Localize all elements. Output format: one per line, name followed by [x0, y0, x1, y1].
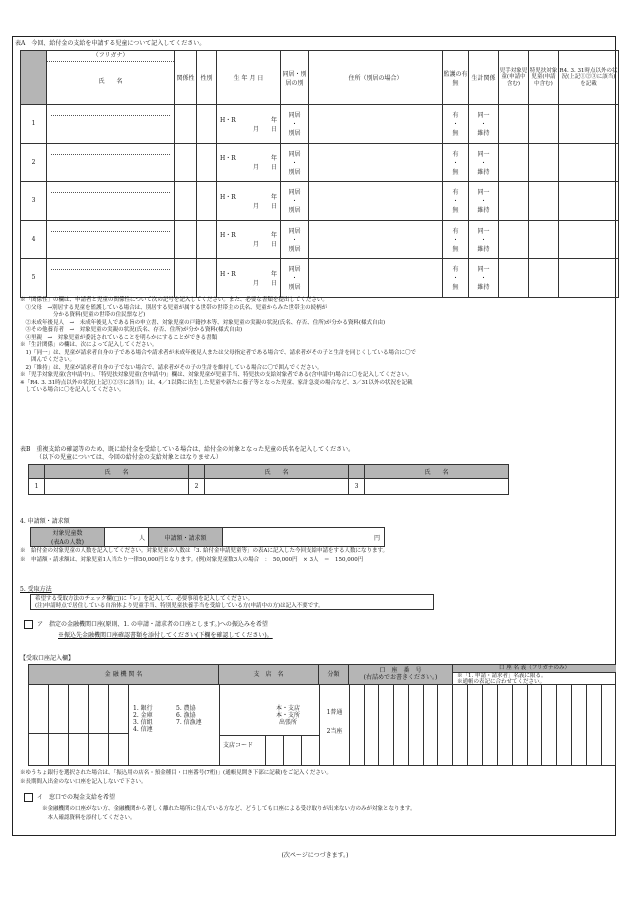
yes-label: 有: [452, 112, 459, 120]
separate-label: 別居: [288, 207, 301, 215]
bank-type-list: [133, 705, 219, 733]
address-cell[interactable]: [309, 105, 443, 144]
cohabit-cell[interactable]: [281, 143, 309, 182]
birth-line1: [217, 192, 280, 201]
no-label: 無: [452, 168, 459, 176]
branch-header: 支 店 名: [219, 665, 319, 685]
child-support-cell[interactable]: [499, 220, 529, 259]
note-line: 分かる資料(児童の世帯の住民票など): [20, 312, 146, 318]
holder-name-box[interactable]: [483, 685, 498, 766]
type-header: 分類: [319, 665, 349, 685]
table-row: [21, 143, 619, 182]
era-label: H・R: [220, 155, 236, 163]
row-number: 5: [21, 259, 47, 298]
account-number-sub: (右詰めでお書きください。): [363, 674, 438, 681]
count-sub: (表Aの人数): [50, 539, 84, 546]
note-line: ④里親 → 対象児童が委託されていることを明らかにすることができる書類: [20, 334, 218, 341]
same-label: 同一: [477, 150, 490, 158]
sex-cell[interactable]: [197, 220, 217, 259]
day-label: 日: [270, 279, 277, 287]
table-b-title: 表B 重複支給の確認等のため、既に給付金を受給している場合は、給付金の対象となった児童の氏名を記入してください。: [20, 446, 355, 453]
table-b-name-3[interactable]: [365, 479, 509, 495]
maint-label: 維持: [477, 207, 490, 215]
same-label: 同一: [477, 227, 490, 235]
cohabit-cell[interactable]: [281, 259, 309, 298]
account-number-box[interactable]: [394, 685, 409, 766]
branch-type-option[interactable]: 本・支所: [275, 712, 300, 719]
yes-label: 有: [452, 150, 459, 158]
account-number-box[interactable]: [379, 685, 394, 766]
address-cell[interactable]: [309, 182, 443, 221]
livelihood-separator: ・: [480, 159, 487, 167]
day-label: 日: [270, 241, 277, 249]
cohabit-separator: ・: [291, 236, 298, 244]
r4-cell[interactable]: [559, 143, 619, 182]
table-b-name-header-3: 氏 名: [365, 465, 509, 479]
same-line: [469, 187, 498, 196]
table-row: [21, 259, 619, 298]
r4-header: R4. 3. 31時点以外の状況(上記①②③に該当)を記載: [559, 51, 619, 105]
special-cell[interactable]: [529, 220, 559, 259]
yes-label: 有: [452, 227, 459, 235]
cohabit-separator: ・: [291, 275, 298, 283]
cohabit-cell[interactable]: [281, 105, 309, 144]
holder-header: 口 座 名 義（フリガナのみ）: [453, 665, 616, 673]
month-label: 月: [252, 241, 259, 249]
account-note2: ※長期間入出金のない口座を記入しないで下さい。: [20, 779, 147, 785]
kana-input[interactable]: [51, 182, 170, 193]
account-number-box[interactable]: [438, 685, 453, 766]
birth-line2: [217, 124, 280, 133]
note-line: ③その他養育者 → 対象児童の実親の状況(氏名、存否、住所)が分かる資料(様式自由): [20, 327, 243, 333]
custody-cell[interactable]: [443, 182, 469, 221]
account-number-box[interactable]: [409, 685, 424, 766]
note-line: ※「生計関係」の欄は、次によって記入してください。: [20, 342, 158, 348]
birth-cell[interactable]: [217, 143, 281, 182]
account-number-box[interactable]: [424, 685, 439, 766]
r4-cell[interactable]: [559, 182, 619, 221]
livelihood-cell[interactable]: [469, 182, 499, 221]
holder-name-box[interactable]: [453, 685, 468, 766]
birth-line1: [217, 230, 280, 239]
yes-label: 有: [452, 266, 459, 274]
custody-cell[interactable]: [443, 220, 469, 259]
option-i-label: イ 窓口での現金支給を希望: [37, 794, 116, 801]
birth-line2: [217, 278, 280, 287]
account-table: [28, 664, 616, 766]
account-note1: ※ゆうちょ銀行を選択された場合は、「振込用の店名・預金種目・口座番号(7桁)」(通帳見開き下部に記載)をご記入ください。: [20, 770, 332, 776]
maint-label: 維持: [477, 168, 490, 176]
same-line: [469, 149, 498, 158]
livelihood-cell[interactable]: [469, 143, 499, 182]
bank-code-box[interactable]: [29, 685, 49, 766]
table-b-name-header-1: 氏 名: [45, 465, 189, 479]
account-number-label: 口 座 番 号: [379, 667, 422, 674]
account-number-header: [349, 665, 453, 685]
bank-type-option[interactable]: 4. 信連: [133, 726, 153, 733]
maint-label: 維持: [477, 130, 490, 138]
no-label: 無: [452, 284, 459, 292]
custody-separator: ・: [452, 275, 459, 283]
custody-cell[interactable]: [443, 105, 469, 144]
note-line: している場合に〇を記入してください。: [20, 387, 125, 393]
address-header: 住所（別居の場合）: [309, 51, 443, 105]
table-b-corner-1: [29, 465, 45, 479]
bank-type-option[interactable]: 2. 金庫: [133, 712, 153, 719]
table-b-name-1[interactable]: [45, 479, 189, 495]
section5-instructions: [30, 594, 434, 610]
amount-unit: 円: [373, 534, 380, 542]
child-support-cell[interactable]: [499, 259, 529, 298]
cohabit-separator: ・: [291, 121, 298, 129]
kana-input[interactable]: [51, 144, 170, 155]
table-b: [28, 464, 509, 495]
no-label: 無: [452, 207, 459, 215]
branch-code-box[interactable]: [302, 735, 319, 766]
section5-box2: (注)申請時点で居住している自治体より児童手当、特別児童扶養手当を受給している方(申請中の方)は記入不要です。: [35, 602, 324, 609]
cohabit-label: 同居: [288, 112, 301, 120]
holder-name-box[interactable]: [572, 685, 587, 766]
r4-cell[interactable]: [559, 105, 619, 144]
cohabit-header: 同居・別居の別: [281, 51, 309, 105]
note-line: ※「児手対象児童(含申請中)」、「特児扶対象児童(含申請中)」欄は、対象児童が児童手当、特児扶の支給対象者である(含申請中)場合に〇を記入してください。: [20, 372, 413, 378]
branch-code-box[interactable]: [266, 735, 284, 766]
bank-code-divider: [29, 733, 129, 734]
livelihood-header: 生計関係: [469, 51, 499, 105]
special-cell[interactable]: [529, 182, 559, 221]
address-cell[interactable]: [309, 143, 443, 182]
birth-cell[interactable]: [217, 182, 281, 221]
livelihood-cell[interactable]: [469, 220, 499, 259]
livelihood-cell[interactable]: [469, 259, 499, 298]
bank-type-option[interactable]: 7. 信漁連: [176, 719, 202, 726]
section5-box1: 希望する受取方法のチェック欄(□)に『レ』を記入して、必要事項を記入してください。: [35, 596, 254, 602]
bank-header: 金 融 機 関 名: [29, 665, 219, 685]
cohabit-separator: ・: [291, 159, 298, 167]
holder-name-box[interactable]: [468, 685, 483, 766]
year-label: 年: [270, 155, 277, 163]
note-line: ②未成年後見人 → 未成年後見人である旨の申立書、対象児童の戸籍抄本等、対象児童の実親の状況(氏名、存否、住所)が分かる資料(様式自由): [20, 319, 386, 326]
month-label: 月: [252, 279, 259, 287]
month-label: 月: [252, 125, 259, 133]
table-b-name-header-2: 氏 名: [205, 465, 349, 479]
livelihood-separator: ・: [480, 236, 487, 244]
option-a-checkbox[interactable]: [24, 620, 33, 629]
bank-branch-divider: [219, 685, 220, 766]
same-label: 同一: [477, 112, 490, 120]
bank-code-box[interactable]: [49, 685, 69, 766]
row-number: 3: [21, 182, 47, 221]
table-b-num-2: 2: [189, 479, 205, 495]
day-label: 日: [270, 125, 277, 133]
account-title: 【受取口座記入欄】: [20, 655, 75, 662]
table-a: [20, 50, 619, 298]
no-label: 無: [452, 245, 459, 253]
relation-cell[interactable]: [175, 143, 197, 182]
year-label: 年: [270, 116, 277, 124]
note-line: ※「関係性」の欄は、申請者と児童の関係性について次の記号を記入してください。また、必要な書類を提出してください。: [20, 297, 328, 303]
section4-note2: ※ 申請額・請求額は、対象児童1人当たり一律50,000円となります。(例)対象児童数3人の場合 ： 50,000円 × 3人 ＝ 150,000円: [20, 557, 364, 563]
note-line: 1)「同一」は、児童が請求者自身の子である場合や請求者が未成年後見人または父母指定者である場合で、請求者がその子と生計を同じくしている場合に〇で: [20, 349, 417, 356]
amount-input[interactable]: [223, 528, 385, 547]
count-input[interactable]: [105, 528, 149, 547]
table-b-subtitle: （以下の児童については、今回の給付金の支給対象とはなりません）: [36, 454, 222, 461]
name-cell[interactable]: [47, 220, 175, 259]
name-cell[interactable]: [47, 105, 175, 144]
holder-note1: ※「1. 申請・請求者」名義に限る。: [457, 672, 547, 679]
name-header: [47, 51, 175, 105]
custody-header: 監護の有無: [443, 51, 469, 105]
separate-label: 別居: [288, 245, 301, 253]
account-number-box[interactable]: [365, 685, 380, 766]
branch-code-label: 支店コード: [223, 742, 254, 749]
birth-line1: [217, 153, 280, 162]
cohabit-label: 同居: [288, 150, 301, 158]
custody-separator: ・: [452, 121, 459, 129]
count-label-cell: [31, 528, 105, 547]
same-line: [469, 264, 498, 273]
bank-type-option[interactable]: 5. 農協: [176, 705, 196, 712]
kana-input[interactable]: [51, 259, 170, 270]
cohabit-label: 同居: [288, 266, 301, 274]
custody-cell[interactable]: [443, 143, 469, 182]
table-row: [21, 220, 619, 259]
relation-header: 関係性: [175, 51, 197, 105]
sex-cell[interactable]: [197, 182, 217, 221]
name-header-label: 氏 名: [98, 78, 123, 85]
holder-name-box[interactable]: [602, 685, 616, 766]
branch-type-option[interactable]: 出張所: [278, 719, 297, 726]
sex-header: 性別: [197, 51, 217, 105]
branch-code-boxes[interactable]: [265, 735, 319, 766]
table-b-num-1: 1: [29, 479, 45, 495]
r4-cell[interactable]: [559, 259, 619, 298]
cohabit-label: 同居: [288, 189, 301, 197]
birth-line2: [217, 239, 280, 248]
option-a: [24, 620, 268, 629]
note-line: 2)「維持」は、児童が請求者自身の子でない場合で、請求者がその子の生計を維持している場合に〇で囲んでください。: [20, 364, 323, 371]
special-header: 特児扶対象児童(申請中含む): [529, 51, 559, 105]
sex-cell[interactable]: [197, 105, 217, 144]
separate-label: 別居: [288, 130, 301, 138]
custody-separator: ・: [452, 159, 459, 167]
livelihood-cell[interactable]: [469, 105, 499, 144]
year-label: 年: [270, 270, 277, 278]
relation-cell[interactable]: [175, 182, 197, 221]
special-cell[interactable]: [529, 105, 559, 144]
birth-cell[interactable]: [217, 220, 281, 259]
special-cell[interactable]: [529, 143, 559, 182]
same-label: 同一: [477, 189, 490, 197]
birth-cell[interactable]: [217, 259, 281, 298]
branch-code-box[interactable]: [284, 735, 302, 766]
bank-code-box[interactable]: [109, 685, 129, 766]
table-a-notes: [20, 297, 616, 395]
holder-name-box[interactable]: [513, 685, 528, 766]
era-label: H・R: [220, 270, 236, 278]
row-number: 4: [21, 220, 47, 259]
bank-code-box[interactable]: [69, 685, 89, 766]
account-number-boxes[interactable]: [349, 685, 453, 766]
r4-cell[interactable]: [559, 220, 619, 259]
no-label: 無: [452, 130, 459, 138]
separate-label: 別居: [288, 284, 301, 292]
note-line: 囲んでください。: [20, 357, 76, 363]
count-label: 対象児童数: [52, 530, 83, 537]
note-line: ①父母 →別居する児童を監護している場合は、別居する児童が属する世帯の世帯主の氏名、児童からみた世帯主の続柄が: [20, 304, 328, 311]
child-support-cell[interactable]: [499, 182, 529, 221]
address-cell[interactable]: [309, 220, 443, 259]
table-b-corner-2: [189, 465, 205, 479]
bank-type-option[interactable]: 3. 信組: [133, 719, 153, 726]
branch-type-option[interactable]: 本・支店: [275, 705, 300, 712]
name-cell[interactable]: [47, 143, 175, 182]
holder-name-box[interactable]: [498, 685, 513, 766]
relation-cell[interactable]: [175, 105, 197, 144]
holder-name-box[interactable]: [557, 685, 572, 766]
custody-cell[interactable]: [443, 259, 469, 298]
name-cell[interactable]: [47, 182, 175, 221]
name-cell[interactable]: [47, 259, 175, 298]
birth-line2: [217, 201, 280, 210]
option-i-checkbox[interactable]: [24, 793, 33, 802]
holder-note2: ※通帳の表記に合わせてください。: [457, 679, 546, 685]
maint-label: 維持: [477, 284, 490, 292]
option-a-label: ア 指定の金融機関口座(原則、1. の申請・請求者の口座とします。)への振込みを希望: [37, 621, 268, 628]
birth-line1: [217, 269, 280, 278]
era-label: H・R: [220, 193, 236, 201]
table-b-corner-3: [349, 465, 365, 479]
birth-line2: [217, 162, 280, 171]
section5-title: 5. 受取方法: [20, 586, 52, 593]
bank-code-boxes[interactable]: [29, 685, 129, 766]
option-i: [24, 793, 115, 802]
amount-label: 申請額・請求額: [149, 528, 223, 547]
option-a-sub: ※振込先金融機関口座確認書類を添付してください(下欄を確認してください)。: [58, 632, 273, 639]
holder-name-box[interactable]: [528, 685, 543, 766]
child-support-header: 児手対象児童(申請中含む): [499, 51, 529, 105]
holder-name-box[interactable]: [587, 685, 602, 766]
month-label: 月: [252, 164, 259, 172]
custody-separator: ・: [452, 198, 459, 206]
holder-name-box[interactable]: [542, 685, 557, 766]
holder-name-boxes[interactable]: [453, 685, 616, 766]
bank-code-box[interactable]: [89, 685, 109, 766]
section4-note1: ※ 給付金の対象児童の人数を記入してください。対象児童の人数は「3. 給付金申請児童等」の表Aに記入した今回支給申請をする人数になります。: [20, 548, 389, 554]
month-label: 月: [252, 202, 259, 210]
livelihood-separator: ・: [480, 121, 487, 129]
footer-note: (次ページにつづきます。): [281, 852, 349, 859]
yes-label: 有: [452, 189, 459, 197]
account-number-box[interactable]: [350, 685, 365, 766]
sex-cell[interactable]: [197, 259, 217, 298]
table-row: [21, 105, 619, 144]
row-number: 1: [21, 105, 47, 144]
day-label: 日: [270, 164, 277, 172]
table-b-name-2[interactable]: [205, 479, 349, 495]
account-type-option[interactable]: 2当座: [326, 728, 343, 735]
cohabit-label: 同居: [288, 227, 301, 235]
holder-header-cell: [453, 665, 616, 685]
bank-type-option[interactable]: 6. 漁協: [176, 712, 196, 719]
table-row: [21, 182, 619, 221]
livelihood-separator: ・: [480, 275, 487, 283]
kana-header: （フリガナ）: [47, 51, 174, 62]
birth-line1: [217, 115, 280, 124]
kana-input[interactable]: [51, 221, 170, 232]
livelihood-separator: ・: [480, 198, 487, 206]
birth-cell[interactable]: [217, 105, 281, 144]
address-cell[interactable]: [309, 259, 443, 298]
child-support-cell[interactable]: [499, 105, 529, 144]
cohabit-cell[interactable]: [281, 220, 309, 259]
account-type-list[interactable]: [320, 709, 349, 747]
same-line: [469, 226, 498, 235]
bank-type-option[interactable]: 1. 銀行: [133, 705, 153, 712]
amount-table: [30, 527, 385, 547]
custody-separator: ・: [452, 236, 459, 244]
section4-title: 4. 申請額・請求額: [20, 518, 70, 525]
birth-header: 生 年 月 日: [217, 51, 281, 105]
maint-label: 維持: [477, 245, 490, 253]
account-type-option[interactable]: 1普通: [326, 709, 343, 716]
option-i-note1: ※金融機関の口座がない方、金融機関から著しく離れた場所に住んでいる方など、どうしても口座による受け取りが出来ない方のみが対象となります。: [42, 806, 416, 812]
year-label: 年: [270, 193, 277, 201]
kana-input[interactable]: [51, 105, 170, 116]
cohabit-cell[interactable]: [281, 182, 309, 221]
count-unit: 人: [138, 534, 145, 542]
relation-cell[interactable]: [175, 259, 197, 298]
special-cell[interactable]: [529, 259, 559, 298]
separate-label: 別居: [288, 168, 301, 176]
table-b-num-3: 3: [349, 479, 365, 495]
row-number: 2: [21, 143, 47, 182]
table-a-title: 表A 今回、給付金の支給を申請する児童について記入してください。: [15, 40, 206, 47]
same-label: 同一: [477, 266, 490, 274]
day-label: 日: [270, 202, 277, 210]
year-label: 年: [270, 232, 277, 240]
cohabit-separator: ・: [291, 198, 298, 206]
table-a-corner: [21, 51, 47, 105]
era-label: H・R: [220, 116, 236, 124]
child-support-cell[interactable]: [499, 143, 529, 182]
sex-cell[interactable]: [197, 143, 217, 182]
branch-type-list: [259, 705, 317, 726]
note-line: ※「R4. 3. 31時点以外の状況(上記①②③に該当)」は、4／1以降に出生した児童や新たに養子等となった児童、家計急変の場合など、3／31以外の状況を記載: [20, 379, 413, 386]
relation-cell[interactable]: [175, 220, 197, 259]
era-label: H・R: [220, 232, 236, 240]
option-i-note2: 本人確認資料を添付してください。: [42, 815, 136, 821]
same-line: [469, 110, 498, 119]
